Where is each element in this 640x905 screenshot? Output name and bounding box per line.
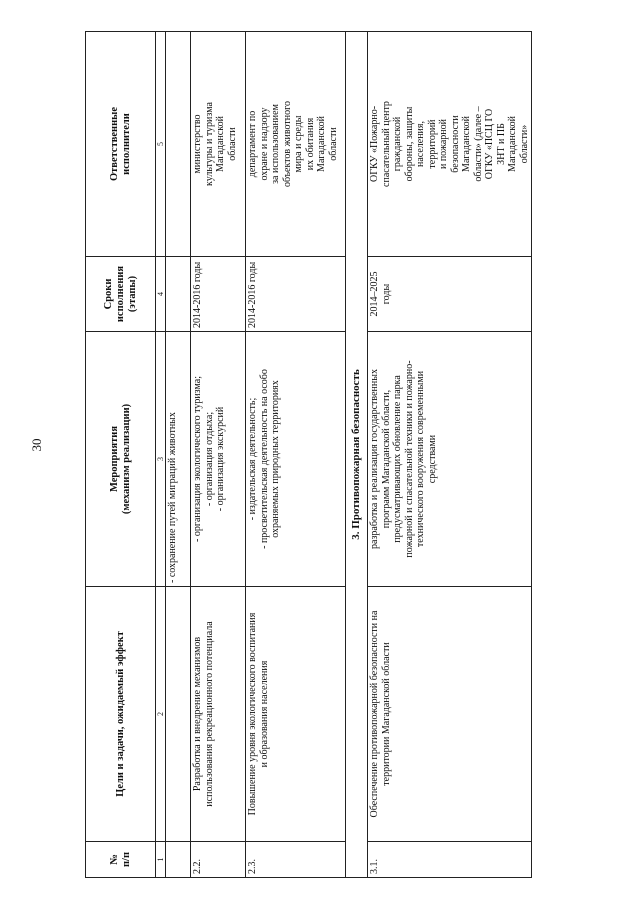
header-responsible: Ответственные исполнители <box>86 32 156 257</box>
row-goal: Разработка и внедрение механизмов использования рекреационного потенциала <box>191 587 246 842</box>
row-measures: - сохранение путей миграций животных <box>166 332 191 587</box>
column-number: 1 <box>156 842 166 878</box>
row-num: 3.1. <box>368 842 532 878</box>
row-num: 2.3. <box>246 842 346 878</box>
table-row <box>246 32 346 878</box>
row-goal <box>166 587 191 842</box>
section-title: 3. Противопожарная безопасность <box>346 32 368 878</box>
table-row <box>166 32 191 878</box>
column-number: 5 <box>156 32 166 257</box>
header-num: № п/п <box>86 842 156 878</box>
header-goals: Цели и задачи, ожидаемый эффект <box>86 587 156 842</box>
row-goal: Обеспечение противопожарной безопасности на территории Магаданской области <box>368 587 532 842</box>
row-responsible <box>166 32 191 257</box>
row-measures: разработка и реализация государственных программ Магаданской области, предусматривающих обновление парка пожарной и спасательной техники и пожарно- технического вооружения современными средствами <box>368 332 532 587</box>
row-terms <box>166 257 191 332</box>
measures-table-page <box>85 32 530 878</box>
row-goal: Повышение уровня экологического воспитания и образования населения <box>246 587 346 842</box>
column-number-row <box>156 32 166 878</box>
measures-table <box>85 31 532 878</box>
row-responsible: министерство культуры и туризма Магаданской области <box>191 32 246 257</box>
row-terms: 2014–2025 годы <box>368 257 532 332</box>
row-num: 2.2. <box>191 842 246 878</box>
row-terms: 2014-2016 годы <box>246 257 346 332</box>
row-measures: - издательская деятельность; - просветительская деятельность на особо охраняемых природных территориях <box>246 332 346 587</box>
row-responsible: департамент по охране и надзору за использованием объектов животного мира и среды их обитания Магаданской области <box>246 32 346 257</box>
row-measures: - организация экологического туризма; - организация отдыха; - организация экскурсий <box>191 332 246 587</box>
table-row <box>368 32 532 878</box>
header-terms: Сроки исполнения (этапы) <box>86 257 156 332</box>
row-num <box>166 842 191 878</box>
table-row <box>191 32 246 878</box>
section-row <box>346 32 368 878</box>
header-measures: Мероприятия (механизм реализации) <box>86 332 156 587</box>
row-responsible: ОГКУ «Пожарно- спасательный центр гражданской обороны, защиты населения, территорий и пожарной безопасности Магаданской области» (далее – ОГКУ «ПСЦ ГО ЗНТ и ПБ Магаданской области» <box>368 32 532 257</box>
row-terms: 2014-2016 годы <box>191 257 246 332</box>
page-number: 30 <box>29 438 44 452</box>
column-number: 2 <box>156 587 166 842</box>
column-number: 4 <box>156 257 166 332</box>
column-number: 3 <box>156 332 166 587</box>
header-row <box>86 32 156 878</box>
